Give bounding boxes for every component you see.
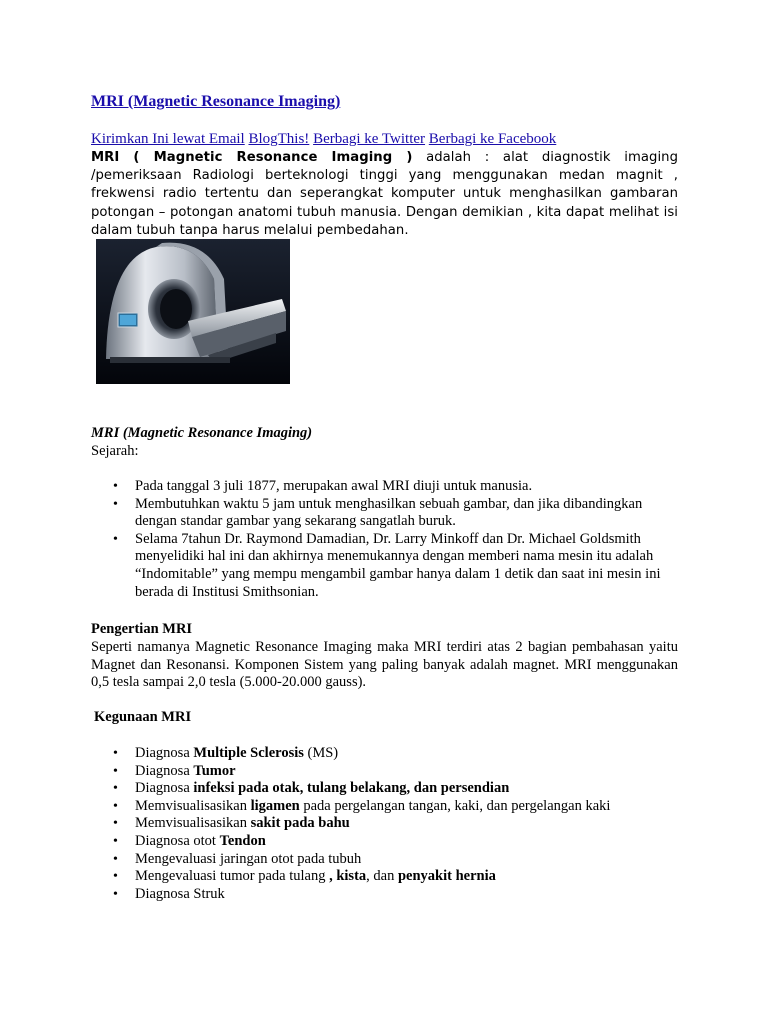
list-item xyxy=(91,833,678,851)
list-item xyxy=(91,851,678,869)
section-title: MRI (Magnetic Resonance Imaging) xyxy=(91,425,313,441)
item-text: Diagnosa otot xyxy=(135,832,220,849)
list-item: • Pada tanggal 3 juli 1877, merupakan awal MRI diuji untuk manusia. xyxy=(91,478,678,496)
item-text: pada pergelangan tangan, kaki, dan pergelangan kaki xyxy=(299,797,611,814)
item-bold: infeksi pada otak, tulang belakang, dan persendian xyxy=(193,780,510,797)
sejarah-label: Sejarah: xyxy=(91,443,139,459)
item-bold: Tumor xyxy=(193,762,236,779)
item-bold: Tendon xyxy=(219,832,266,849)
item-text: Mengevaluasi jaringan otot pada tubuh xyxy=(135,850,362,867)
item-bold: Multiple Sclerosis xyxy=(193,745,304,761)
list-item xyxy=(91,815,678,833)
list-item xyxy=(91,868,678,886)
twitter-share-link[interactable]: Berbagi ke Twitter xyxy=(313,131,426,147)
list-item xyxy=(91,763,678,781)
intro-text: adalah : alat diagnostik imaging /pemeriksaan Radiologi berteknologi tinggi yang menggunakan medan magnit , frekwensi radio tertentu dan seperangkat komputer untuk menghasilkan gambaran potongan – potongan anatomi tubuh manusia. Dengan demikian , kita dapat melihat isi dalam tubuh tanpa harus melalui pembedahan. xyxy=(91,150,678,238)
item-text: Diagnosa Struk xyxy=(135,885,225,902)
intro-bold-term: MRI ( Magnetic Resonance Imaging ) xyxy=(91,150,413,165)
mri-machine-illustration xyxy=(96,239,290,384)
pengertian-heading: Pengertian MRI xyxy=(91,621,193,637)
blogthis-link[interactable]: BlogThis! xyxy=(248,131,310,147)
list-item xyxy=(91,780,678,798)
item-text: Diagnosa xyxy=(135,780,194,797)
item-bold: penyakit hernia xyxy=(397,868,496,885)
item-text: , dan xyxy=(366,868,398,885)
list-item: • Selama 7tahun Dr. Raymond Damadian, Dr. Larry Minkoff dan Dr. Michael Goldsmith menyelidiki hal ini dan akhirnya menemukannya dengan memberi nama mesin itu adalah “Indomitable” yang mempu mengambil gambar hanya dalam 1 detik dan saat ini mesin ini berada di Institusi Smithsonian. xyxy=(91,531,678,601)
list-item xyxy=(91,798,678,816)
intro-paragraph xyxy=(91,149,678,240)
item-text: Memvisualisasikan xyxy=(135,815,251,832)
item-bold: ligamen xyxy=(250,797,300,814)
page-title[interactable]: MRI (Magnetic Resonance Imaging) xyxy=(91,93,341,110)
facebook-share-link[interactable]: Berbagi ke Facebook xyxy=(428,131,557,147)
share-links xyxy=(91,131,556,148)
item-text: Mengevaluasi tumor pada tulang xyxy=(135,868,330,885)
sejarah-list xyxy=(91,478,678,601)
list-item xyxy=(91,745,678,763)
item-text: Diagnosa xyxy=(135,762,194,779)
item-bold: , kista xyxy=(329,868,367,885)
item-text: (MS) xyxy=(303,745,339,761)
kegunaan-heading: Kegunaan MRI xyxy=(94,709,192,725)
mri-machine-image xyxy=(96,239,290,384)
item-text: Diagnosa xyxy=(135,745,194,761)
item-bold: sakit pada bahu xyxy=(250,815,350,832)
email-share-link[interactable]: Kirimkan Ini lewat Email xyxy=(91,131,245,147)
list-item: • Membutuhkan waktu 5 jam untuk menghasilkan sebuah gambar, dan jika dibandingkan dengan standar gambar yang sekarang sangatlah buruk. xyxy=(91,496,678,531)
item-text: Memvisualisasikan xyxy=(135,797,251,814)
pengertian-paragraph: Seperti namanya Magnetic Resonance Imaging maka MRI terdiri atas 2 bagian pembahasan yaitu Magnet dan Resonansi. Komponen Sistem yang paling banyak adalah magnet. MRI menggunakan 0,5 tesla sampai 2,0 tesla (5.000-20.000 gauss). xyxy=(91,639,678,691)
kegunaan-list xyxy=(91,745,678,903)
list-item xyxy=(91,886,678,904)
